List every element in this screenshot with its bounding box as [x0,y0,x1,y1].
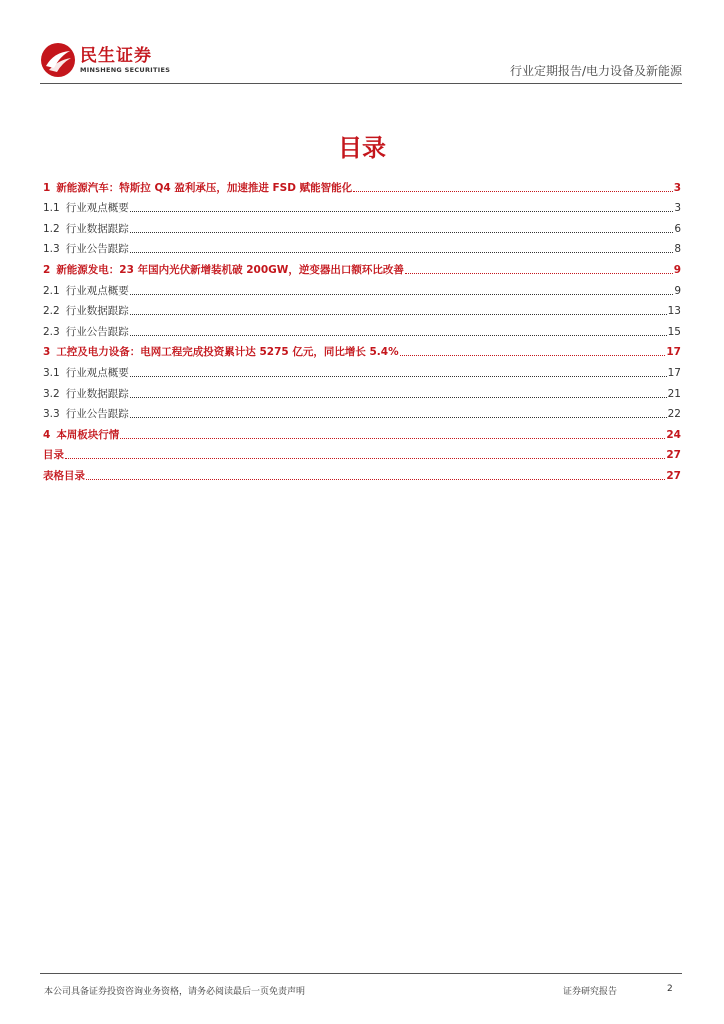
toc-dot-leader [130,417,667,418]
toc-entry[interactable] [43,215,681,236]
toc-entry-label [43,181,352,195]
toc-entry-number: 2.2 [43,305,60,318]
toc-entry-text: 行业观点概要 [65,284,129,297]
toc-entry-text: 行业数据跟踪 [65,305,129,318]
toc-dot-leader [130,335,667,336]
toc-entry-number: 3.1 [43,366,60,379]
toc-entry-text: 行业公告跟踪 [65,325,129,338]
toc-entry-number: 3.2 [43,387,60,400]
toc-entry-label [43,284,129,298]
toc-dot-leader [400,355,666,356]
toc-entry-label [43,387,129,401]
toc-entry-text: 行业观点概要 [65,366,129,379]
toc-entry-text: 新能源汽车：特斯拉 Q4 盈利承压，加速推进 FSD 赋能智能化 [56,181,353,194]
toc-entry-label [43,428,119,442]
toc-entry-text: 新能源发电：23 年国内光伏新增装机破 200GW，逆变器出口额环比改善 [56,263,404,276]
toc-entry[interactable] [43,462,681,483]
toc-title: 目录 [338,134,386,162]
footer-disclaimer: 本公司具备证券投资咨询业务资格，请务必阅读最后一页免责声明 [44,987,306,997]
toc-dot-leader [86,479,665,480]
toc-entry[interactable] [43,195,681,216]
toc-dot-leader [130,376,667,377]
toc-entry[interactable] [43,256,681,277]
page-number: 2 [667,984,673,994]
report-type-label: 行业定期报告/电力设备及新能源 [509,64,682,78]
toc-dot-leader [120,438,665,439]
logo-chinese-name: 民生证券 [80,46,152,66]
toc-entry-text: 表格目录 [43,469,85,482]
toc-dot-leader [65,458,665,459]
toc-entry-label [43,407,129,421]
toc-entry-page: 6 [674,222,681,235]
toc-dot-leader [130,314,667,315]
toc-entry-page: 21 [667,387,681,400]
toc-entry-text: 工控及电力设备：电网工程完成投资累计达 5275 亿元，同比增长 5.4% [56,346,399,359]
toc-entry[interactable] [43,401,681,422]
toc-entry-number: 1 [43,181,51,194]
toc-entry-label [43,242,129,256]
toc-entry-page: 22 [667,408,681,421]
toc-dot-leader [405,273,673,274]
toc-entry-page: 15 [667,325,681,338]
toc-entry-number: 2.1 [43,284,60,297]
toc-entry-number: 2 [43,263,51,276]
footer-doc-type: 证券研究报告 [563,987,618,997]
toc-entry-label [43,448,64,462]
toc-entry-text: 行业数据跟踪 [65,387,129,400]
toc-entry-label [43,469,85,483]
toc-entry-label [43,366,129,380]
toc-entry-page: 27 [666,449,681,462]
toc-entry-label [43,263,404,277]
toc-entry[interactable] [43,277,681,298]
toc-entry-number: 1.2 [43,222,60,235]
toc-entry-label [43,325,129,339]
toc-entry-page: 17 [667,366,681,379]
page-header [40,40,682,84]
toc-entry-text: 行业数据跟踪 [65,222,129,235]
toc-entry[interactable] [43,359,681,380]
toc-dot-leader [130,252,674,253]
toc-entry-number: 3.3 [43,408,60,421]
toc-entry-page: 3 [674,202,681,215]
toc-entry-number: 1.3 [43,243,60,256]
toc-entry-label [43,345,399,359]
toc-entry[interactable] [43,339,681,360]
toc-dot-leader [130,211,674,212]
toc-entry-text: 本周板块行情 [56,428,120,441]
toc-entry[interactable] [43,318,681,339]
toc-entry[interactable] [43,236,681,257]
toc-dot-leader [130,232,674,233]
toc-entry-page: 24 [666,428,681,441]
logo-english-name: MINSHENG SECURITIES [80,66,171,74]
toc-entry-text: 目录 [43,449,64,462]
toc-entry-page: 3 [673,181,681,194]
toc-entry-page: 13 [667,305,681,318]
toc-entry-page: 8 [674,243,681,256]
toc-entry-label [43,201,129,215]
toc-entry[interactable] [43,380,681,401]
toc-entry-text: 行业观点概要 [65,202,129,215]
toc-entry-label [43,222,129,236]
company-logo [40,40,170,80]
toc-entry-number: 1.1 [43,202,60,215]
toc-entry-label [43,304,129,318]
toc-entry-page: 9 [674,284,681,297]
toc-entry-number: 3 [43,346,51,359]
toc-entry-text: 行业公告跟踪 [65,243,129,256]
toc-entry-number: 4 [43,428,51,441]
header-divider [40,83,682,84]
toc-entry-text: 行业公告跟踪 [65,408,129,421]
footer-divider [40,973,682,974]
toc-entry[interactable] [43,298,681,319]
toc-dot-leader [130,294,674,295]
toc-entry[interactable] [43,442,681,463]
toc-entry-page: 27 [666,469,681,482]
minsheng-logo-icon [40,42,76,78]
toc-dot-leader [130,397,667,398]
toc-entry-page: 9 [673,263,681,276]
table-of-contents [43,174,681,483]
toc-entry-page: 17 [666,346,681,359]
toc-dot-leader [353,191,673,192]
toc-entry-number: 2.3 [43,325,60,338]
toc-entry[interactable] [43,421,681,442]
toc-entry[interactable] [43,174,681,195]
